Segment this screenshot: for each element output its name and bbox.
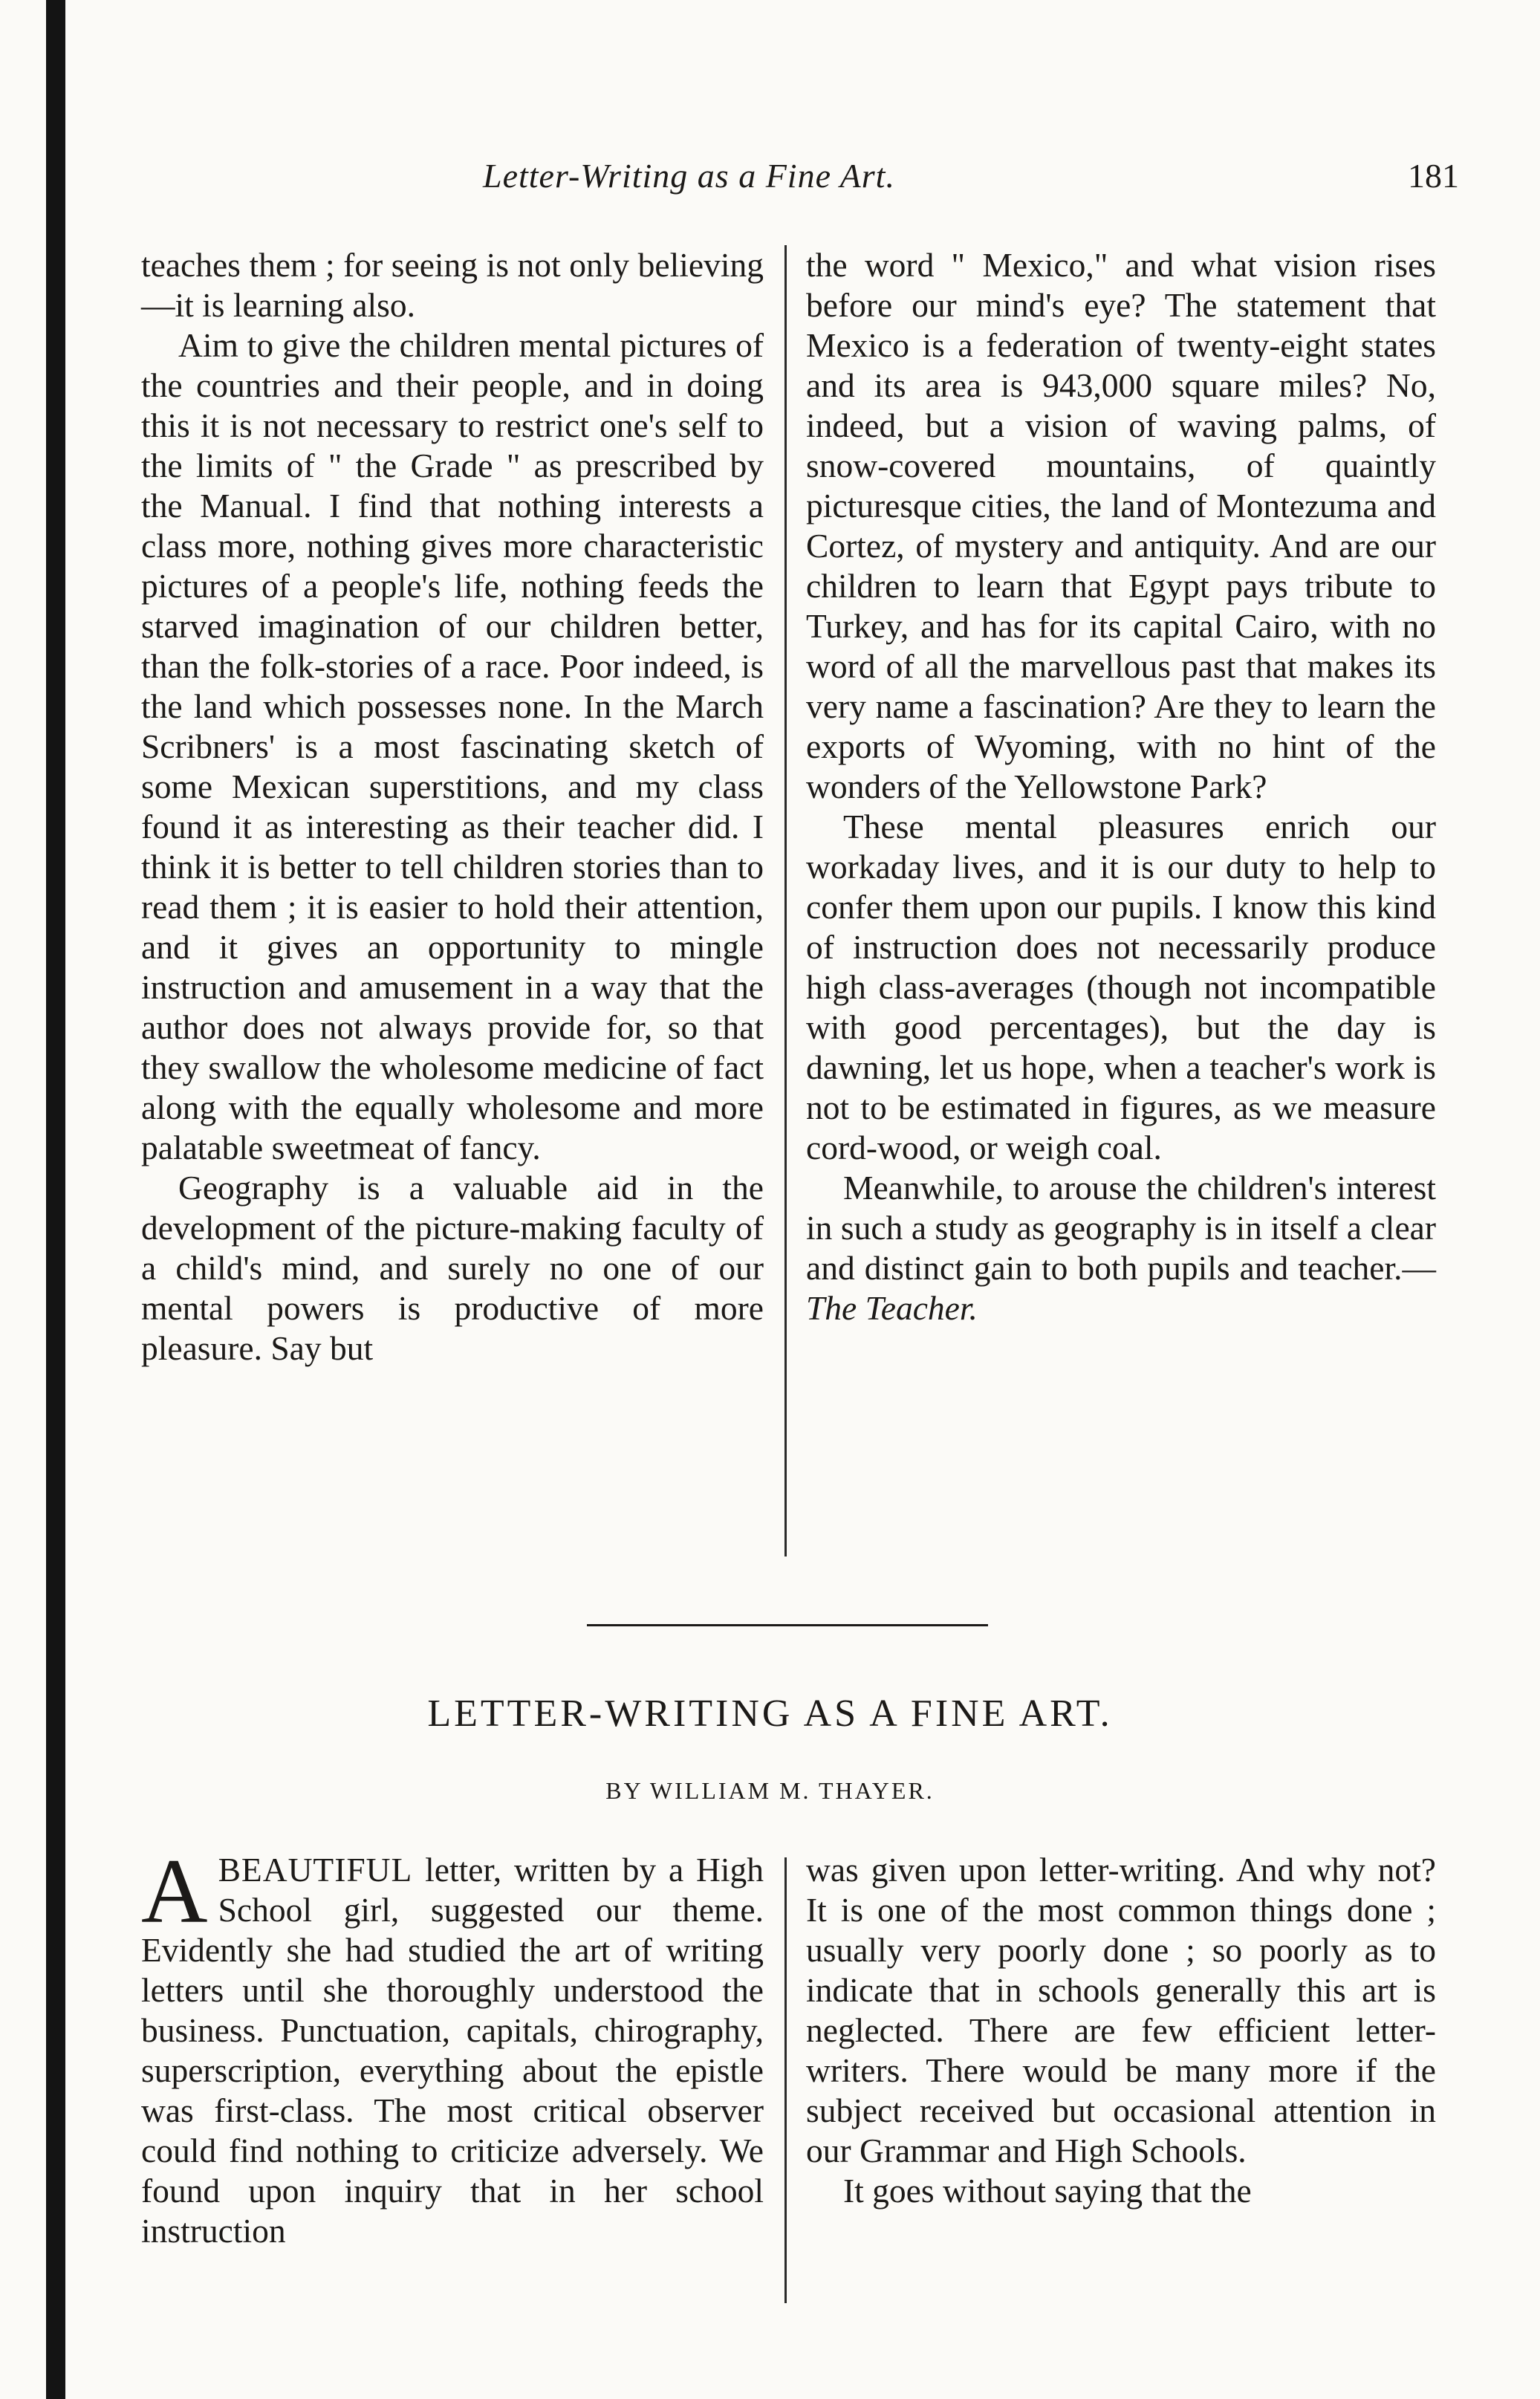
drop-cap: A (141, 1840, 208, 1942)
paragraph: was given upon letter-writing. And why not? It is one of the most common things done ; usually very poorly done ; so poorly as to indicate that in schools generally this art is neglected. There are few efficient letter-writers. There would be many more if the subject received but occasional attention in our Grammar and High Schools. (806, 1851, 1436, 2169)
top-left-column (141, 245, 764, 1369)
paragraph: It goes without saying that the (843, 2172, 1252, 2210)
paragraph: Geography is a valuable aid in the development of the picture-making faculty of a child's mind, and surely no one of our mental powers is productive of more pleasure. Say but (141, 1169, 764, 1367)
paragraph (806, 1168, 1436, 1328)
paragraph: the word " Mexico," and what vision rises before our mind's eye? The statement that Mexico is a federation of twenty-eight states and its area is 943,000 square miles? No, indeed, but a vision of waving palms, of snow-covered mountains, of quaintly picturesque cities, the land of Montezuma and Cortez, of mystery and antiquity. And are our children to learn that Egypt pays tribute to Turkey, and has for its capital Cairo, with no word of all the marvellous past that makes its very name a fascination? Are they to learn the exports of Wyoming, with no hint of the wonders of the Yellowstone Park? (806, 246, 1436, 805)
byline: BY WILLIAM M. THAYER. (605, 1777, 935, 1804)
source-attribution: The Teacher. (806, 1289, 978, 1327)
bottom-right-column (806, 1850, 1436, 2211)
section-rule (587, 1624, 988, 1626)
running-head: Letter-Writing as a Fine Art. (483, 157, 895, 195)
bottom-left-column (141, 1840, 764, 2251)
first-word: BEAUTIFUL (218, 1851, 413, 1889)
page-binding-edge (46, 0, 65, 2399)
paragraph-text: letter, written by a High School girl, suggested our theme. Evidently she had studied the art of writing letters until she thoroughly understood the business. Punctuation, capitals, chirography, superscription, everything about the epistle was first-class. The most critical observer could find nothing to criticize adversely. We found upon inquiry that in her school instruction (141, 1851, 764, 2250)
top-right-column (806, 245, 1436, 1328)
paragraph: teaches them ; for seeing is not only believing—it is learning also. (141, 246, 764, 324)
page-number: 181 (1408, 157, 1459, 195)
article-title: LETTER-WRITING AS A FINE ART. (427, 1692, 1113, 1735)
paragraph (141, 1840, 764, 2251)
column-divider (784, 1857, 787, 2303)
paragraph: Aim to give the children mental pictures of the countries and their people, and in doing this it is not necessary to restrict one's self to the limits of " the Grade " as prescribed by the Manual. I find that nothing interests a class more, nothing gives more characteristic pictures of a people's life, nothing feeds the starved imagination of our children better, than the folk-stories of a race. Poor indeed, is the land which possesses none. In the March Scribners' is a most fascinating sketch of some Mexican superstitions, and my class found it as interesting as their teacher did. I think it is better to tell children stories than to read them ; it is easier to hold their attention, and it gives an opportunity to mingle instruction and amusement in a way that the author does not always provide for, so that they swallow the wholesome medicine of fact along with the equally wholesome and more palatable sweetmeat of fancy. (141, 326, 764, 1166)
column-divider (784, 245, 787, 1556)
paragraph-text: Meanwhile, to arouse the children's interest in such a study as geography is in itself a clear and distinct gain to both pupils and teacher.— (806, 1169, 1436, 1287)
paragraph: These mental pleasures enrich our workaday lives, and it is our duty to help to confer them upon our pupils. I know this kind of instruction does not necessarily produce high class-averages (though not incompatible with good percentages), but the day is dawning, let us hope, when a teacher's work is not to be estimated in figures, as we measure cord-wood, or weigh coal. (806, 808, 1436, 1166)
